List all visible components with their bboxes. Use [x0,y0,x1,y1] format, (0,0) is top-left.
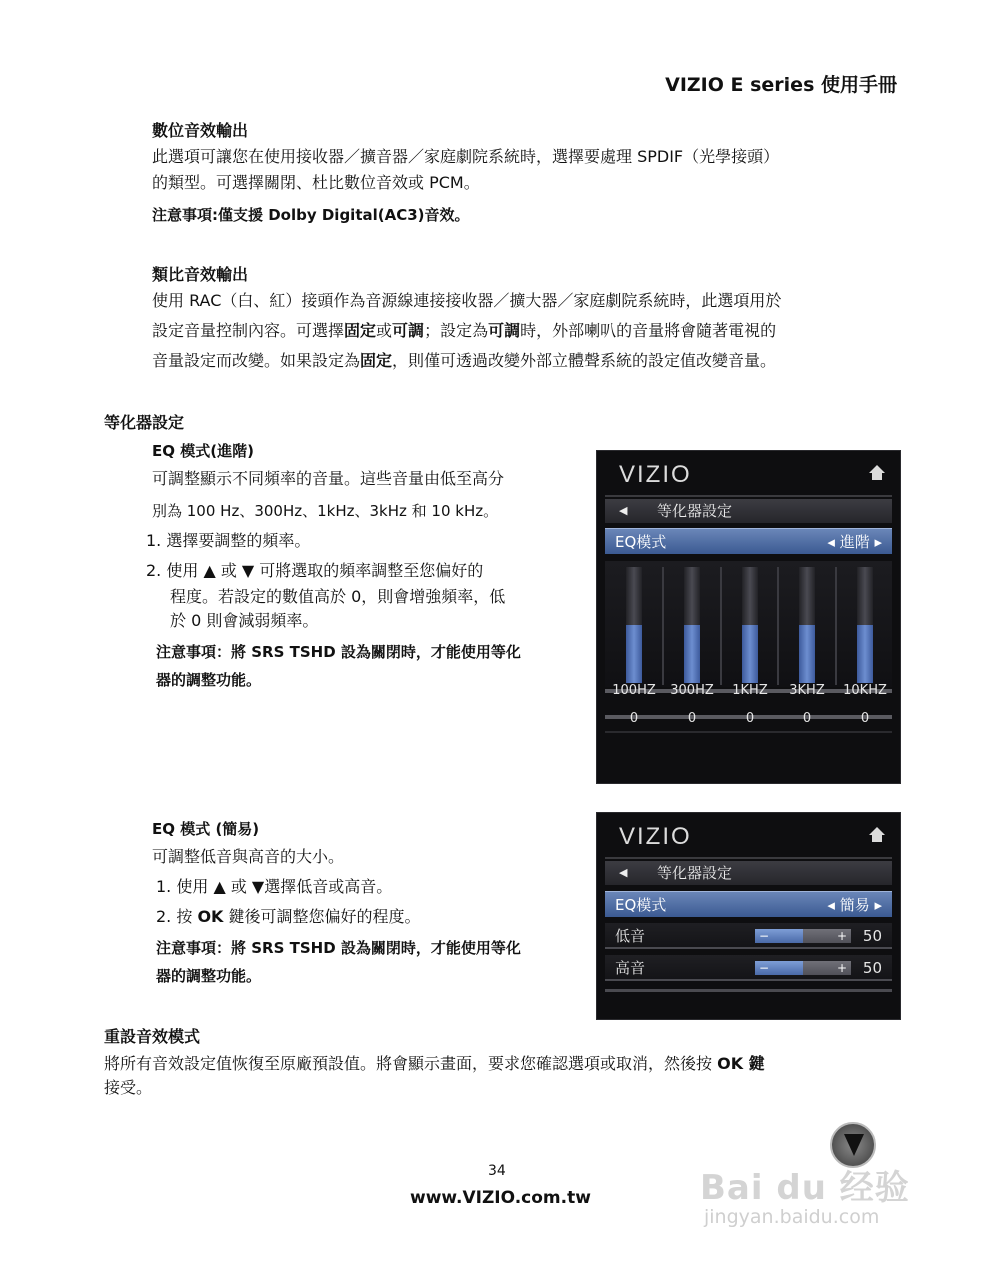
analog-text-part: ；設定為 [424,321,489,340]
tv-menu-simple-eq [596,812,901,1020]
eq-advanced-step2-line1: 2. 使用 ▲ 或 ▼ 可將選取的頻率調整至您偏好的 [146,561,484,580]
eq-column-divider [662,567,664,685]
eq-band-level [742,625,758,683]
analog-variable-term: 可調 [392,321,425,340]
tv-menu-advanced-eq [596,450,901,784]
analog-text-part: ，則僅可透過改變外部立體聲系統的設定值改變音量。 [392,351,777,370]
menu-title: 等化器設定 [657,502,733,520]
analog-audio-text-line1: 使用 RAC（白、紅）接頭作為音源線連接接收器／擴大器／家庭劇院系統時，此選項用於 [152,291,782,310]
eq-band-level [626,625,642,683]
bass-slider[interactable] [755,929,851,943]
eq-band-value: 0 [629,711,639,726]
analog-fixed-term: 固定 [344,321,377,340]
eq-column-divider [777,567,779,685]
analog-variable-term: 可調 [488,321,521,340]
eq-simple-heading: EQ 模式 (簡易) [152,820,260,838]
eq-advanced-heading: EQ 模式(進階) [152,442,254,460]
eq-simple-step2-part: 鍵後可調整您偏好的程度。 [223,907,421,926]
eq-advanced-step2-line2: 程度。若設定的數值高於 0，則會增強頻率，低 [170,587,506,606]
bass-value: 50 [862,927,882,945]
digital-audio-text-line2: 的類型。可選擇關閉、杜比數位音效或 PCM。 [152,173,480,192]
back-arrow-icon[interactable]: ◀ [619,504,628,517]
footer-url[interactable]: www.VIZIO.com.tw [410,1188,591,1208]
home-icon[interactable] [868,827,886,843]
treble-slider[interactable] [755,961,851,975]
analog-audio-text-line2 [152,320,776,342]
eq-band-value: 0 [745,711,755,726]
eq-band-level [684,625,700,683]
menu-divider [605,989,892,992]
ok-key-term: OK [197,907,224,926]
eq-mode-label: EQ模式 [615,533,667,551]
treble-label: 高音 [615,959,646,977]
eq-band-value: 0 [802,711,812,726]
equalizer-heading: 等化器設定 [104,413,185,432]
page-number: 34 [488,1163,506,1179]
eq-simple-step2 [156,906,421,928]
eq-mode-row[interactable] [605,891,892,917]
bass-row[interactable] [605,923,892,949]
menu-title-bar[interactable] [605,499,892,523]
eq-band-slider[interactable] [626,567,642,683]
eq-band-label: 10KHZ [843,683,887,698]
eq-mode-label: EQ模式 [615,896,667,914]
eq-simple-note-line2: 器的調整功能。 [156,967,262,985]
eq-band-slider[interactable] [684,567,700,683]
eq-band-label: 1KHZ [732,683,768,698]
menu-title: 等化器設定 [657,864,733,882]
eq-band-value: 0 [860,711,870,726]
eq-column-divider [720,567,722,685]
digital-audio-heading: 數位音效輸出 [152,121,249,140]
eq-advanced-text-line1: 可調整顯示不同頻率的音量。這些音量由低至高分 [152,469,505,488]
ok-key-term: OK 鍵 [717,1054,765,1073]
analog-text-part: 音量設定而改變。如果設定為 [152,351,361,370]
analog-audio-heading: 類比音效輸出 [152,265,249,284]
reset-text-part: 將所有音效設定值恢復至原廠預設值。將會顯示畫面，要求您確認選項或取消，然後按 [104,1054,718,1073]
eq-band-label: 3KHZ [789,683,825,698]
minus-icon: − [759,929,770,943]
eq-simple-note-line1: 注意事項：將 SRS TSHD 設為關閉時，才能使用等化 [156,939,521,957]
eq-advanced-note-line2: 器的調整功能。 [156,671,262,689]
menu-divider [605,495,892,497]
plus-icon: + [836,929,847,943]
vizio-logo: VIZIO [619,823,692,850]
eq-simple-step2-part: 2. 按 [156,907,198,926]
eq-band-slider[interactable] [742,567,758,683]
page-header-title: VIZIO E series 使用手冊 [665,74,897,96]
analog-fixed-term: 固定 [360,351,393,370]
eq-column-divider [835,567,837,685]
home-icon[interactable] [868,465,886,481]
eq-band-value: 0 [687,711,697,726]
analog-text-part: 設定音量控制內容。可選擇 [152,321,345,340]
eq-band-slider[interactable] [799,567,815,683]
eq-mode-value[interactable]: ◂ 簡易 ▸ [827,896,882,914]
eq-band-label: 300HZ [670,683,714,698]
eq-advanced-step2-line3: 於 0 則會減弱頻率。 [170,611,319,630]
reset-text-line1 [104,1053,765,1075]
treble-row[interactable] [605,955,892,981]
eq-band-area [605,561,892,687]
digital-audio-text-line1: 此選項可讓您在使用接收器／擴音器／家庭劇院系統時，選擇要處理 SPDIF（光學接頭） [152,147,780,166]
back-arrow-icon[interactable]: ◀ [619,866,628,879]
eq-band-level [799,625,815,683]
eq-advanced-note-line1: 注意事項：將 SRS TSHD 設為關閉時，才能使用等化 [156,643,521,661]
eq-mode-row[interactable] [605,528,892,554]
vizio-logo: VIZIO [619,461,692,488]
eq-separator [605,731,892,733]
eq-simple-step1: 1. 使用 ▲ 或 ▼選擇低音或高音。 [156,877,393,896]
eq-band-level [857,625,873,683]
baidu-watermark-logo: Bai du 经验 [700,1168,910,1208]
menu-title-bar[interactable] [605,861,892,885]
analog-text-part: 時，外部喇叭的音量將會隨著電視的 [520,321,777,340]
eq-band-slider[interactable] [857,567,873,683]
reset-text-line2: 接受。 [104,1078,153,1097]
menu-divider [605,857,892,859]
v-mark-icon [844,1134,864,1156]
minus-icon: − [759,961,770,975]
treble-value: 50 [862,959,882,977]
analog-text-part: 或 [376,321,393,340]
eq-advanced-step1: 1. 選擇要調整的頻率。 [146,531,311,550]
baidu-watermark-url: jingyan.baidu.com [704,1206,880,1228]
eq-simple-text-line1: 可調整低音與高音的大小。 [152,847,345,866]
analog-audio-text-line3 [152,350,776,372]
eq-band-label: 100HZ [612,683,656,698]
eq-advanced-text-line2: 別為 100 Hz、300Hz、1kHz、3kHz 和 10 kHz。 [152,502,499,520]
plus-icon: + [836,961,847,975]
eq-mode-value[interactable]: ◂ 進階 ▸ [827,533,882,551]
reset-heading: 重設音效模式 [104,1027,201,1046]
digital-audio-note: 注意事項:僅支援 Dolby Digital(AC3)音效。 [152,206,470,224]
bass-label: 低音 [615,927,646,945]
